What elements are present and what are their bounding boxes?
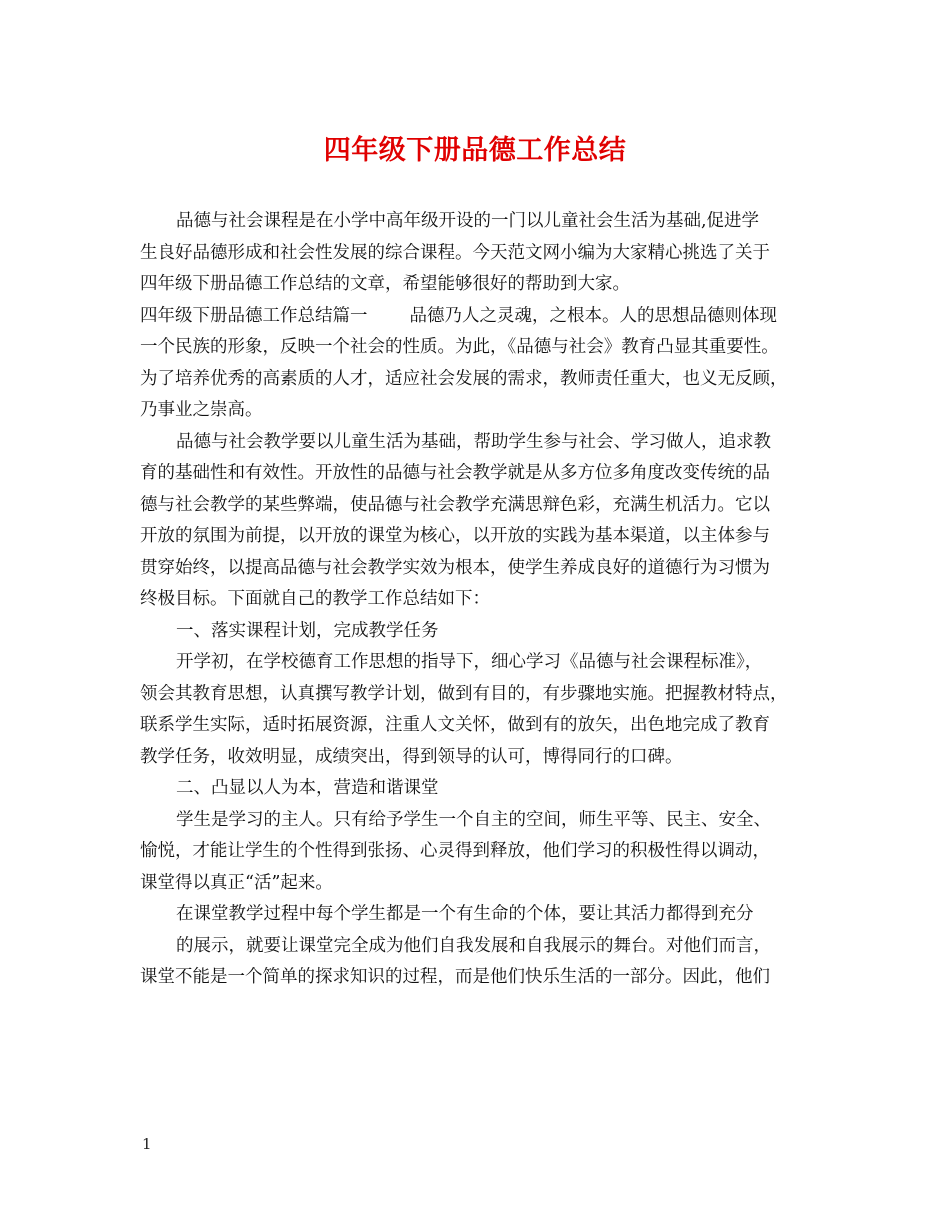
section-heading-inline: 四年级下册品德工作总结篇一	[140, 305, 368, 326]
section-heading: 一、落实课程计划，完成教学任务	[176, 620, 439, 641]
page-number: 1	[142, 1135, 152, 1153]
text-line-split	[140, 301, 820, 333]
text-line: 乃事业之崇高。	[140, 400, 263, 420]
text-line: 的展示，就要让课堂完全成为他们自我发展和自我展示的舞台。对他们而言，	[176, 935, 771, 956]
section-heading: 二、凸显以人为本，营造和谐课堂	[176, 778, 439, 798]
text-line: 在课堂教学过程中每个学生都是一个有生命的个体，要让其活力都得到充分	[176, 904, 754, 924]
text-line: 开学初，在学校德育工作思想的指导下，细心学习《品德与社会课程标准》，	[176, 652, 763, 672]
text-line: 学生是学习的主人。只有给予学生一个自主的空间，师生平等、民主、安全、	[176, 809, 771, 830]
text-line: 教学任务，收效明显，成绩突出，得到领导的认可，博得同行的口碑。	[140, 746, 683, 767]
document-title: 四年级下册品德工作总结	[323, 135, 627, 166]
text-line: 生良好品德形成和社会性发展的综合课程。今天范文网小编为大家精心挑选了关于	[140, 242, 770, 263]
text-line: 品德与社会教学要以儿童生活为基础，帮助学生参与社会、学习做人，追求教	[176, 431, 771, 452]
text-line: 愉悦，才能让学生的个性得到张扬、心灵得到释放，他们学习的积极性得以调动，	[140, 841, 770, 861]
text-line-continuation: 品德乃人之灵魂，之根本。人的思想品德则体现	[409, 305, 777, 326]
text-line: 为了培养优秀的高素质的人才，适应社会发展的需求，教师责任重大，也义无反顾，	[140, 368, 788, 389]
text-line: 品德与社会课程是在小学中高年级开设的一门以儿童社会生活为基础,促进学	[176, 211, 760, 231]
text-line: 德与社会教学的某些弊端，使品德与社会教学充满思辩色彩，充满生机活力。它以	[140, 494, 770, 515]
text-line: 贯穿始终，以提高品德与社会教学实效为根本，使学生养成良好的道德行为习惯为	[140, 557, 770, 578]
text-line: 开放的氛围为前提，以开放的课堂为核心，以开放的实践为基本渠道，以主体参与	[140, 526, 770, 546]
text-line: 领会其教育思想，认真撰写教学计划，做到有目的，有步骤地实施。把握教材特点，	[140, 683, 788, 704]
text-line: 育的基础性和有效性。开放性的品德与社会教学就是从多方位多角度改变传统的品	[140, 463, 770, 483]
text-line: 课堂不能是一个简单的探求知识的过程，而是他们快乐生活的一部分。因此，他们	[140, 967, 770, 987]
text-line: 课堂得以真正“活”起来。	[140, 872, 333, 893]
text-line: 终极目标。下面就自己的教学工作总结如下：	[140, 589, 490, 609]
text-line: 四年级下册品德工作总结的文章，希望能够很好的帮助到大家。	[140, 274, 630, 294]
text-line: 联系学生实际，适时拓展资源，注重人文关怀，做到有的放矢，出色地完成了教育	[140, 715, 770, 735]
text-line: 一个民族的形象，反映一个社会的性质。为此，《品德与社会》教育凸显其重要性。	[140, 337, 779, 357]
document-body	[140, 206, 820, 994]
